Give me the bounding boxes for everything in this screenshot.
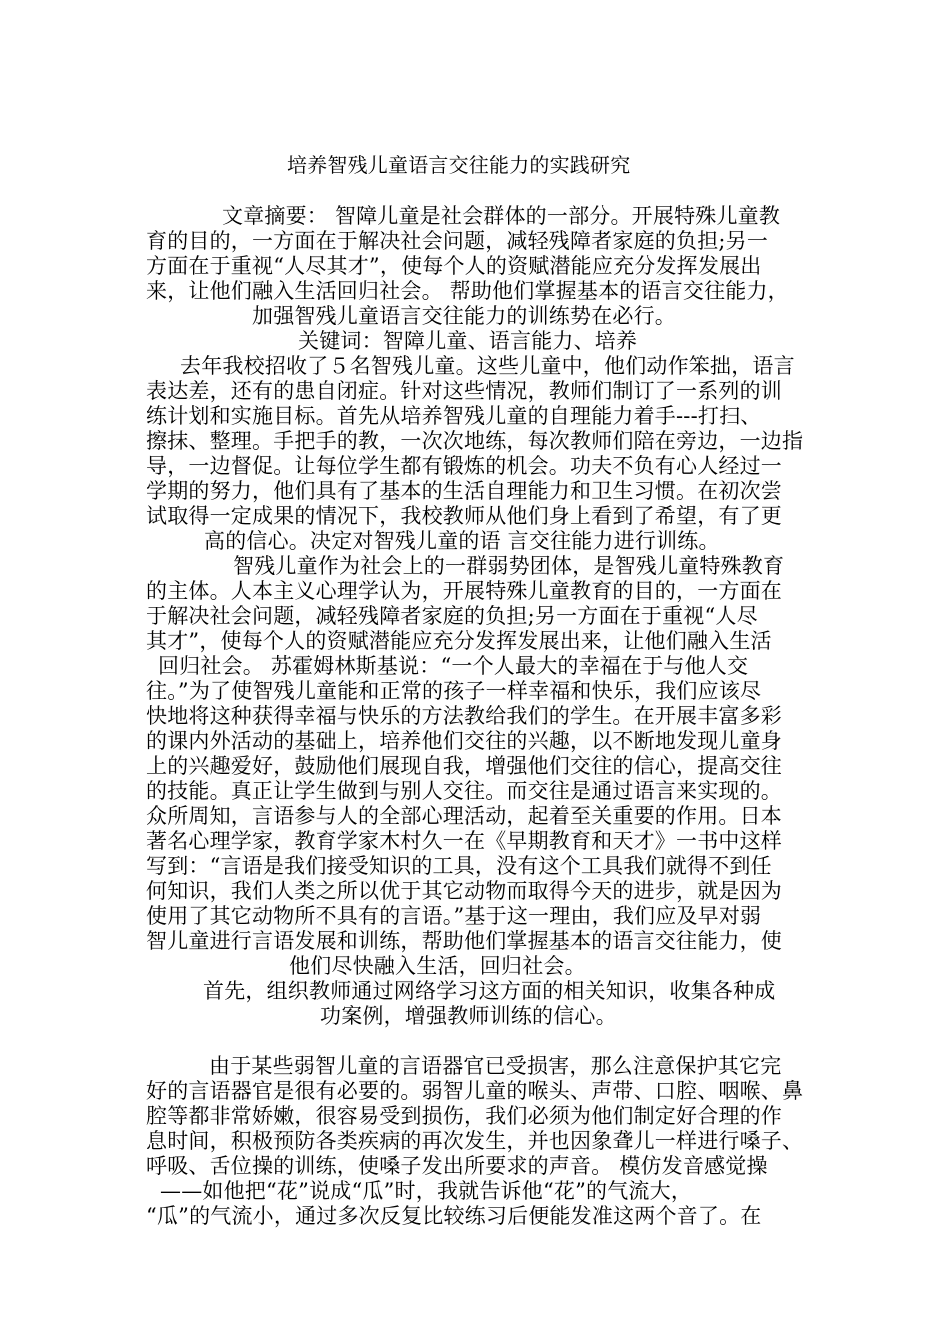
body-line: 导，一边督促。让每位学生都有锻炼的机会。功夫不负有心人经过一	[146, 454, 782, 478]
body-line: 去年我校招收了５名智残儿童。这些儿童中，他们动作笨拙，语言	[180, 354, 795, 378]
body-line: 的技能。真正让学生做到与别人交往。而交往是通过语言来实现的。	[146, 779, 782, 803]
body-line: 擦抹、整理。手把手的教，一次次地练，每次教师们陪在旁边，一边指	[146, 429, 804, 453]
body-line: 息时间，积极预防各类疾病的再次发生，并也因象聋儿一样进行嗓子、	[146, 1129, 804, 1153]
body-line: 首先，组织教师通过网络学习这方面的相关知识，收集各种成	[203, 979, 776, 1003]
body-line: 高的信心。决定对智残儿童的语 言交往能力进行训练。	[204, 529, 720, 553]
body-line: 回归社会。 苏霍姆林斯基说：“一个人最大的幸福在于与他人交	[158, 654, 749, 678]
abstract-line: 来，让他们融入生活回归社会。 帮助他们掌握基本的语言交往能力，	[146, 279, 789, 303]
body-line: 于解决社会问题，减轻残障者家庭的负担;另一方面在于重视“人尽	[146, 604, 758, 628]
body-line: 他们尽快融入生活，回归社会。	[289, 954, 586, 978]
keywords-line: 关键词：智障儿童、语言能力、培养	[298, 329, 638, 353]
body-line: 著名心理学家，教育学家木村久一在《早期教育和天才》一书中这样	[146, 829, 782, 853]
body-line: 好的言语器官是很有必要的。弱智儿童的喉头、声带、口腔、咽喉、鼻	[146, 1079, 804, 1103]
body-line: 试取得一定成果的情况下，我校教师从他们身上看到了希望，有了更	[146, 504, 782, 528]
body-line: 快地将这种获得幸福与快乐的方法教给我们的学生。在开展丰富多彩	[146, 704, 782, 728]
body-line: 智儿童进行言语发展和训练，帮助他们掌握基本的语言交往能力，使	[146, 929, 782, 953]
body-line: 众所周知，言语参与人的全部心理活动，起着至关重要的作用。日本	[146, 804, 782, 828]
body-line: 其才”，使每个人的资赋潜能应充分发挥发展出来，让他们融入生活	[146, 629, 772, 653]
abstract-line: 育的目的，一方面在于解决社会问题，减轻残障者家庭的负担;另一	[146, 229, 769, 253]
body-line: “瓜”的气流小，通过多次反复比较练习后便能发准这两个音了。在	[146, 1204, 762, 1228]
abstract-line: 加强智残儿童语言交往能力的训练势在必行。	[252, 304, 676, 328]
body-line: ——如他把“花”说成“瓜”时，我就告诉他“花”的气流大，	[160, 1179, 693, 1203]
body-line: 何知识，我们人类之所以优于其它动物而取得今天的进步，就是因为	[146, 879, 782, 903]
body-line: 的课内外活动的基础上，培养他们交往的兴趣，以不断地发现儿童身	[146, 729, 782, 753]
body-line: 练计划和实施目标。首先从培养智残儿童的自理能力着手---打扫、	[146, 404, 762, 428]
abstract-line: 方面在于重视“人尽其才”，使每个人的资赋潜能应充分发挥发展出	[146, 254, 762, 278]
body-line: 呼吸、舌位操的训练，使嗓子发出所要求的声音。 模仿发音感觉操	[146, 1154, 768, 1178]
body-line: 的主体。人本主义心理学认为，开展特殊儿童教育的目的，一方面在	[146, 579, 782, 603]
body-line: 写到：“言语是我们接受知识的工具，没有这个工具我们就得不到任	[146, 854, 772, 878]
body-line: 上的兴趣爱好，鼓励他们展现自我，增强他们交往的信心，提高交往	[146, 754, 782, 778]
abstract-line: 文章摘要： 智障儿童是社会群体的一部分。开展特殊儿童教	[222, 204, 781, 228]
body-line: 使用了其它动物所不具有的言语。”基于这一理由，我们应及早对弱	[146, 904, 762, 928]
body-line: 功案例，增强教师训练的信心。	[320, 1004, 617, 1028]
body-line: 表达差，还有的患自闭症。针对这些情况，教师们制订了一系列的训	[146, 379, 782, 403]
body-line: 智残儿童作为社会上的一群弱势团体，是智残儿童特殊教育	[233, 554, 785, 578]
body-line: 由于某些弱智儿童的言语器官已受损害，那么注意保护其它完	[209, 1054, 782, 1078]
document-title: 培养智残儿童语言交往能力的实践研究	[287, 153, 631, 177]
body-line: 学期的努力，他们具有了基本的生活自理能力和卫生习惯。在初次尝	[146, 479, 782, 503]
body-line: 往。”为了使智残儿童能和正常的孩子一样幸福和快乐，我们应该尽	[146, 679, 762, 703]
body-line: 腔等都非常娇嫩，很容易受到损伤，我们必须为他们制定好合理的作	[146, 1104, 782, 1128]
